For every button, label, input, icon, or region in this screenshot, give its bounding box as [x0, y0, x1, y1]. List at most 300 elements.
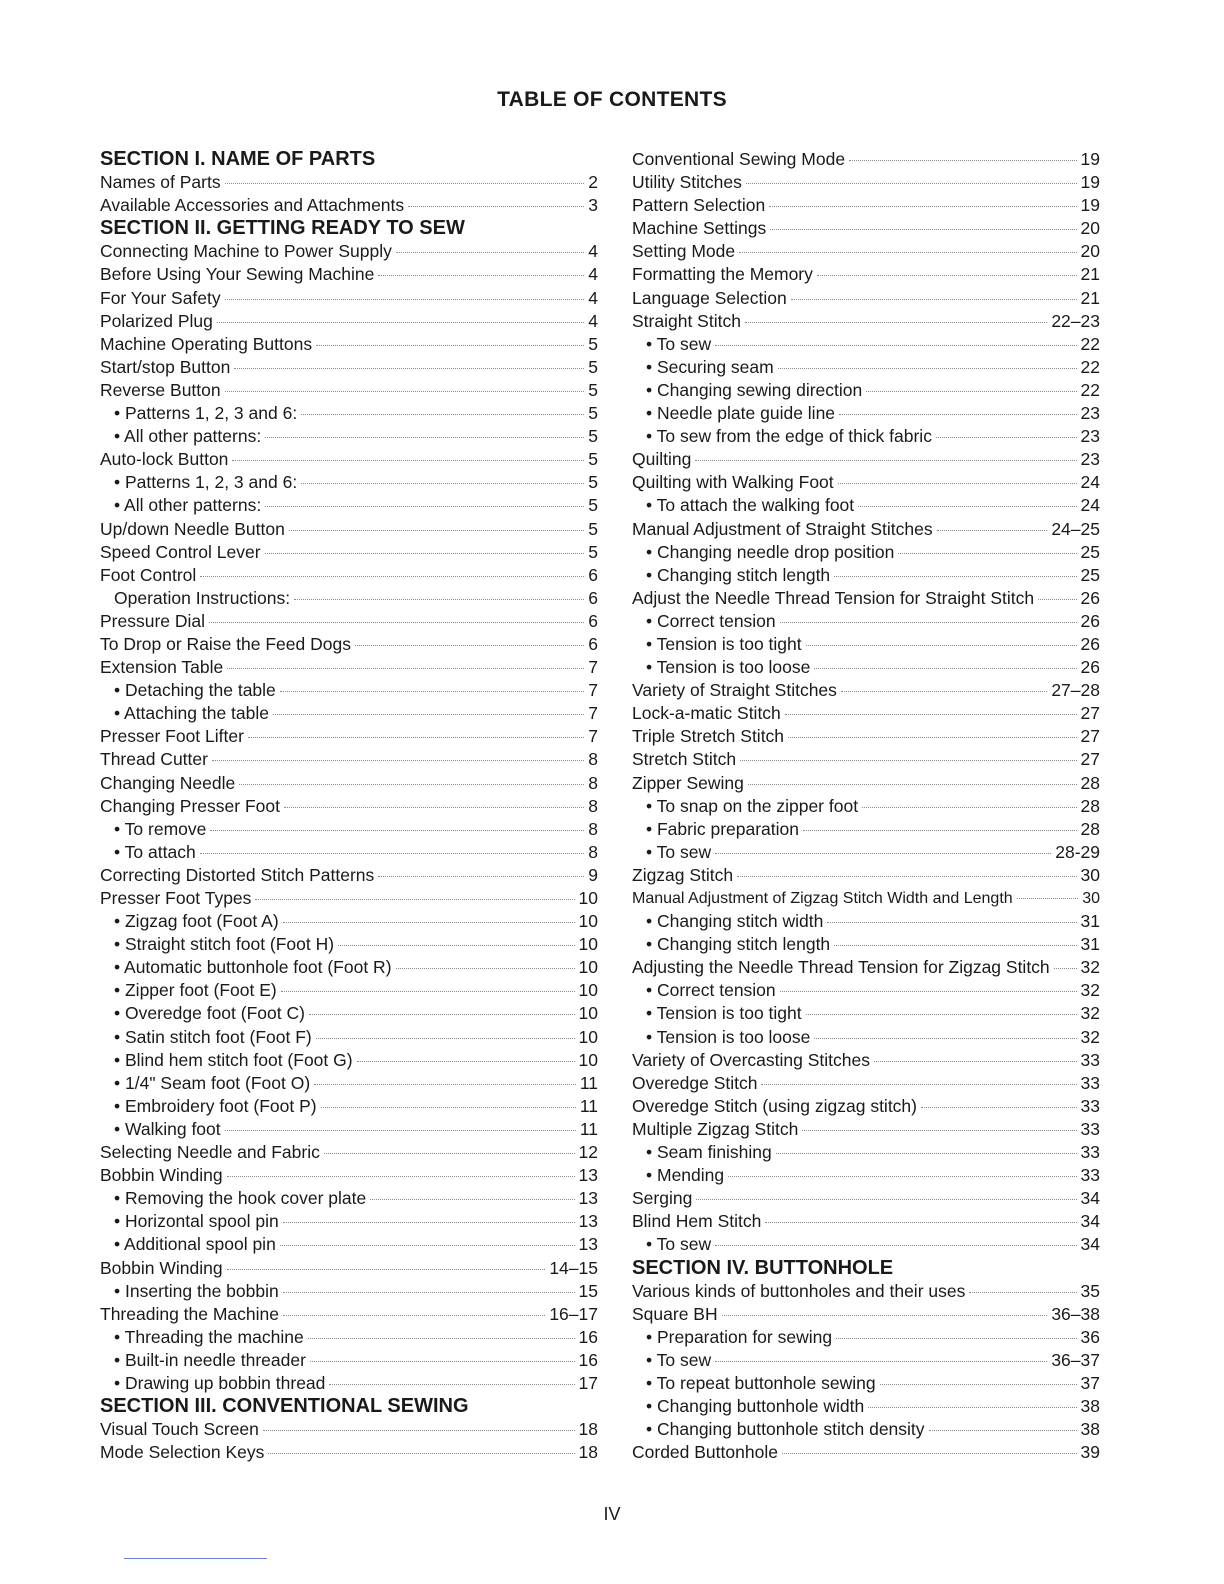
toc-entry-title: Pattern Selection	[632, 195, 766, 216]
toc-page-number: 26	[1080, 657, 1100, 678]
toc-right-column	[632, 148, 1100, 1464]
dot-leader	[232, 460, 584, 461]
dot-leader	[265, 437, 584, 438]
toc-entry	[632, 1187, 1100, 1210]
toc-page-number: 8	[588, 772, 598, 793]
dot-leader	[802, 1130, 1076, 1131]
toc-entry-title: • Changing stitch width	[646, 911, 824, 932]
section-heading	[632, 1257, 1100, 1280]
toc-entry-title: • To remove	[114, 818, 207, 839]
toc-subentry	[632, 1233, 1100, 1256]
toc-subentry	[632, 1418, 1100, 1441]
toc-entry-title: • Correct tension	[646, 980, 776, 1001]
dot-leader	[839, 414, 1076, 415]
toc-subentry	[100, 1372, 598, 1395]
toc-entry	[632, 1049, 1100, 1072]
toc-subentry	[632, 541, 1100, 564]
toc-entry-title: Blind Hem Stitch	[632, 1211, 762, 1232]
toc-entry-title: Speed Control Lever	[100, 541, 261, 562]
dot-leader	[408, 206, 584, 207]
toc-entry-title: • Inserting the bobbin	[114, 1280, 279, 1301]
dot-leader	[838, 483, 1077, 484]
toc-entry-title: Threading the Machine	[100, 1303, 279, 1324]
dot-leader	[769, 206, 1076, 207]
toc-entry-title: • Drawing up bobbin thread	[114, 1372, 326, 1393]
toc-subentry	[632, 379, 1100, 402]
dot-leader	[929, 1430, 1077, 1431]
toc-left-column	[100, 148, 598, 1464]
toc-page-number: 36	[1080, 1326, 1100, 1347]
toc-subentry	[100, 1187, 598, 1210]
toc-page-number: 10	[578, 1049, 598, 1070]
toc-page-number: 38	[1080, 1419, 1100, 1440]
toc-page-number: 32	[1080, 1003, 1100, 1024]
toc-entry-title: Square BH	[632, 1303, 718, 1324]
toc-page-number: 22	[1080, 356, 1100, 377]
dot-leader	[770, 229, 1076, 230]
toc-subentry	[632, 656, 1100, 679]
toc-entry	[632, 1280, 1100, 1303]
toc-subentry	[632, 818, 1100, 841]
toc-entry-title: • Automatic buttonhole foot (Foot R)	[114, 957, 392, 978]
toc-entry-title: • Attaching the table	[114, 703, 269, 724]
toc-entry	[100, 287, 598, 310]
toc-entry-title: • Embroidery foot (Foot P)	[114, 1095, 317, 1116]
toc-entry-title: • All other patterns:	[114, 495, 262, 516]
toc-page-number: 6	[588, 633, 598, 654]
toc-entry	[100, 171, 598, 194]
toc-entry-title: • Changing stitch length	[646, 564, 831, 585]
dot-leader	[806, 1014, 1077, 1015]
toc-entry	[632, 864, 1100, 887]
dot-leader	[748, 784, 1077, 785]
toc-page-number: 34	[1080, 1234, 1100, 1255]
dot-leader	[1038, 599, 1076, 600]
toc-page-number: 33	[1080, 1049, 1100, 1070]
dot-leader	[780, 991, 1077, 992]
toc-page-number: 6	[588, 610, 598, 631]
toc-entry	[100, 656, 598, 679]
toc-page-number: 33	[1080, 1095, 1100, 1116]
toc-entry-title: Corded Buttonhole	[632, 1442, 778, 1463]
dot-leader	[782, 1453, 1077, 1454]
toc-subentry	[632, 841, 1100, 864]
toc-entry	[100, 379, 598, 402]
toc-entry-title: • Additional spool pin	[114, 1234, 276, 1255]
toc-page-number: 27	[1080, 726, 1100, 747]
dot-leader	[761, 1084, 1076, 1085]
toc-page-number: 13	[578, 1211, 598, 1232]
toc-entry-title: Thread Cutter	[100, 749, 208, 770]
toc-page-number: 24–25	[1051, 518, 1100, 539]
toc-entry	[632, 887, 1100, 910]
dot-leader	[715, 345, 1076, 346]
toc-subentry	[632, 1372, 1100, 1395]
toc-entry-title: • Horizontal spool pin	[114, 1211, 279, 1232]
dot-leader	[283, 922, 575, 923]
toc-subentry	[100, 471, 598, 494]
toc-page-number: 28	[1080, 795, 1100, 816]
toc-entry-title: • Tension is too loose	[646, 1026, 811, 1047]
toc-subentry	[632, 910, 1100, 933]
dot-leader	[314, 1084, 576, 1085]
toc-entry-title: Machine Settings	[632, 218, 767, 239]
dot-leader	[396, 968, 575, 969]
dot-leader	[227, 1269, 546, 1270]
toc-entry-title: • Correct tension	[646, 610, 776, 631]
dot-leader	[1017, 898, 1079, 899]
toc-entry-title: Changing Presser Foot	[100, 795, 280, 816]
toc-page-number: 6	[588, 587, 598, 608]
toc-entry-title: Straight Stitch	[632, 310, 741, 331]
page-number: IV	[603, 1504, 621, 1524]
toc-entry	[100, 356, 598, 379]
toc-page-number: 28	[1080, 772, 1100, 793]
dot-leader	[814, 1038, 1076, 1039]
toc-entry	[100, 240, 598, 263]
toc-page-number: 23	[1080, 426, 1100, 447]
toc-page-number: 19	[1080, 195, 1100, 216]
dot-leader	[357, 1061, 575, 1062]
dot-leader	[310, 1361, 575, 1362]
toc-entry-title: Serging	[632, 1188, 693, 1209]
toc-page-number: 13	[578, 1188, 598, 1209]
dot-leader	[715, 1245, 1076, 1246]
toc-entry	[100, 795, 598, 818]
dot-leader	[210, 830, 584, 831]
toc-page-number: 13	[578, 1234, 598, 1255]
toc-entry	[632, 310, 1100, 333]
toc-page-number: 11	[579, 1118, 598, 1139]
dot-leader	[225, 391, 585, 392]
toc-page-number: 13	[578, 1165, 598, 1186]
dot-leader	[370, 1199, 574, 1200]
toc-subentry	[100, 679, 598, 702]
toc-entry	[100, 1164, 598, 1187]
toc-entry-title: Operation Instructions:	[114, 587, 291, 608]
toc-entry-title: Pressure Dial	[100, 610, 206, 631]
dot-leader	[301, 483, 584, 484]
toc-page-number: 5	[588, 449, 598, 470]
toc-subentry	[100, 1002, 598, 1025]
toc-subentry	[632, 1349, 1100, 1372]
toc-entry-title: Setting Mode	[632, 241, 736, 262]
dot-leader	[301, 414, 584, 415]
toc-entry-title: Bobbin Winding	[100, 1165, 223, 1186]
dot-leader	[791, 299, 1077, 300]
dot-leader	[834, 576, 1076, 577]
toc-entry	[100, 448, 598, 471]
toc-entry	[632, 217, 1100, 240]
toc-entry-title: • Detaching the table	[114, 680, 276, 701]
toc-page-number: 28-29	[1055, 841, 1100, 862]
toc-page-number: 5	[588, 495, 598, 516]
toc-entry-title: Adjust the Needle Thread Tension for Straight Stitch	[632, 587, 1035, 608]
toc-entry-title: Before Using Your Sewing Machine	[100, 264, 375, 285]
dot-leader	[776, 1153, 1077, 1154]
toc-entry	[632, 148, 1100, 171]
dot-leader	[722, 1315, 1048, 1316]
dot-leader	[225, 299, 585, 300]
toc-entry-title: Variety of Overcasting Stitches	[632, 1049, 870, 1070]
toc-subentry	[100, 818, 598, 841]
toc-entry	[632, 772, 1100, 795]
dot-leader	[814, 668, 1076, 669]
toc-entry	[100, 333, 598, 356]
toc-page-number: 20	[1080, 218, 1100, 239]
dot-leader	[841, 691, 1047, 692]
toc-entry-title: • To attach the walking foot	[646, 495, 855, 516]
toc-subentry	[100, 1026, 598, 1049]
toc-entry-title: Up/down Needle Button	[100, 518, 285, 539]
dot-leader	[874, 1061, 1077, 1062]
toc-entry-title: Correcting Distorted Stitch Patterns	[100, 864, 375, 885]
toc-page-number: 10	[578, 888, 598, 908]
toc-subentry	[632, 610, 1100, 633]
toc-entry-title: Conventional Sewing Mode	[632, 149, 846, 169]
dot-leader	[740, 760, 1076, 761]
toc-entry-title: Zigzag Stitch	[632, 864, 734, 885]
dot-leader	[785, 714, 1077, 715]
toc-subentry	[100, 587, 598, 610]
toc-entry-title: Lock-a-matic Stitch	[632, 703, 781, 724]
toc-subentry	[100, 910, 598, 933]
toc-entry-title: Variety of Straight Stitches	[632, 680, 837, 701]
dot-leader	[746, 183, 1077, 184]
dot-leader	[396, 252, 584, 253]
toc-entry	[632, 171, 1100, 194]
toc-entry-title: • Built-in needle threader	[114, 1349, 306, 1370]
toc-entry-title: • Needle plate guide line	[646, 403, 836, 424]
dot-leader	[355, 645, 584, 646]
toc-entry-title: Utility Stitches	[632, 172, 742, 193]
dot-leader	[225, 183, 585, 184]
dot-leader	[209, 622, 584, 623]
toc-page-number: 5	[588, 333, 598, 354]
toc-entry	[100, 633, 598, 656]
dot-leader	[866, 391, 1076, 392]
toc-entry-title: Names of Parts	[100, 172, 221, 193]
toc-entry-title: • To sew from the edge of thick fabric	[646, 426, 932, 447]
toc-page-number: 15	[578, 1280, 598, 1301]
toc-entry-title: • Threading the machine	[114, 1326, 304, 1347]
toc-entry-title: • Walking foot	[114, 1118, 221, 1139]
toc-entry-title: Various kinds of buttonholes and their uses	[632, 1280, 966, 1301]
toc-entry-title: Auto-lock Button	[100, 449, 229, 470]
section-heading	[100, 217, 598, 240]
toc-entry-title: • Changing stitch length	[646, 934, 831, 955]
dot-leader	[225, 1130, 576, 1131]
toc-page-number: 7	[588, 657, 598, 678]
dot-leader	[858, 506, 1076, 507]
toc-entry-title: Available Accessories and Attachments	[100, 195, 405, 216]
toc-subentry	[100, 702, 598, 725]
toc-page-number: 25	[1080, 541, 1100, 562]
toc-entry-title: Zipper Sewing	[632, 772, 744, 793]
toc-page-number: 10	[578, 980, 598, 1001]
toc-page-number: 4	[588, 264, 598, 285]
toc-page-number: 33	[1080, 1118, 1100, 1139]
dot-leader	[200, 853, 585, 854]
dot-leader	[227, 668, 584, 669]
toc-entry	[632, 1210, 1100, 1233]
toc-entry-title: • Mending	[646, 1165, 725, 1186]
dot-leader	[834, 945, 1076, 946]
toc-entry-title: • Tension is too loose	[646, 657, 811, 678]
toc-subentry	[100, 1280, 598, 1303]
toc-entry-title: • Straight stitch foot (Foot H)	[114, 934, 335, 955]
toc-page-number: 4	[588, 241, 598, 262]
toc-entry	[632, 287, 1100, 310]
toc-entry-title: Changing Needle	[100, 772, 236, 793]
toc-page-number: 34	[1080, 1188, 1100, 1209]
toc-page-number: 20	[1080, 241, 1100, 262]
toc-page-number: 16–17	[549, 1303, 598, 1324]
toc-entry	[100, 1418, 598, 1441]
toc-page-number: 17	[578, 1372, 598, 1393]
dot-leader	[827, 922, 1076, 923]
toc-subentry	[100, 979, 598, 1002]
toc-page-number: 3	[588, 195, 598, 216]
toc-entry-title: • Changing sewing direction	[646, 379, 863, 400]
toc-page-number: 32	[1080, 957, 1100, 978]
toc-entry-title: • To snap on the zipper foot	[646, 795, 859, 816]
dot-leader	[284, 807, 584, 808]
dot-leader	[280, 691, 584, 692]
toc-subentry	[632, 494, 1100, 517]
toc-page-number: 21	[1080, 264, 1100, 285]
toc-entry	[100, 194, 598, 217]
toc-page-number: 5	[588, 356, 598, 377]
toc-page-number: 5	[588, 379, 598, 400]
toc-entry	[632, 1072, 1100, 1095]
toc-entry-title: Manual Adjustment of Zigzag Stitch Width and Length	[632, 890, 1013, 907]
dot-leader	[880, 1384, 1077, 1385]
toc-entry-title: • Changing buttonhole width	[646, 1396, 865, 1417]
toc-page-number: 27–28	[1051, 680, 1100, 701]
toc-entry-title: Manual Adjustment of Straight Stitches	[632, 518, 933, 539]
dot-leader	[836, 1338, 1076, 1339]
toc-page-number: 38	[1080, 1396, 1100, 1417]
toc-entry-title: Triple Stretch Stitch	[632, 726, 785, 747]
toc-entry-title: • Tension is too tight	[646, 633, 802, 654]
toc-page-number: 16	[578, 1349, 598, 1370]
dot-leader	[255, 899, 574, 900]
toc-entry-title: Connecting Machine to Power Supply	[100, 241, 392, 262]
section-heading-text: SECTION III. CONVENTIONAL SEWING	[100, 1395, 469, 1418]
toc-entry-title: • Removing the hook cover plate	[114, 1188, 367, 1209]
toc-entry	[632, 1118, 1100, 1141]
toc-page-number: 14–15	[549, 1257, 598, 1278]
toc-entry	[100, 1257, 598, 1280]
toc-subentry	[632, 1141, 1100, 1164]
toc-page-number: 10	[578, 1026, 598, 1047]
toc-entry	[632, 587, 1100, 610]
toc-subentry	[100, 1049, 598, 1072]
toc-page-number: 28	[1080, 818, 1100, 839]
toc-entry-title: • Satin stitch foot (Foot F)	[114, 1026, 312, 1047]
toc-page-number: 26	[1080, 633, 1100, 654]
toc-entry-title: To Drop or Raise the Feed Dogs	[100, 633, 351, 654]
dot-leader	[265, 506, 584, 507]
dot-leader	[273, 714, 584, 715]
toc-subentry	[632, 1326, 1100, 1349]
toc-entry-title: • Zipper foot (Foot E)	[114, 980, 277, 1001]
toc-page-number: 16	[578, 1326, 598, 1347]
toc-entry	[100, 564, 598, 587]
toc-subentry	[100, 425, 598, 448]
dot-leader	[715, 853, 1051, 854]
toc-entry	[632, 956, 1100, 979]
toc-entry-title: Language Selection	[632, 287, 787, 308]
toc-subentry	[632, 425, 1100, 448]
dot-leader	[898, 553, 1076, 554]
toc-entry-title: Mode Selection Keys	[100, 1442, 265, 1463]
toc-subentry	[632, 356, 1100, 379]
toc-entry	[100, 263, 598, 286]
dot-leader	[715, 1361, 1047, 1362]
dot-leader	[849, 160, 1076, 161]
toc-page-number: 7	[588, 726, 598, 747]
toc-subentry	[632, 564, 1100, 587]
dot-leader	[728, 1176, 1076, 1177]
toc-entry-title: Adjusting the Needle Thread Tension for Zigzag Stitch	[632, 957, 1050, 978]
toc-page-number: 23	[1080, 449, 1100, 470]
dot-leader	[338, 945, 574, 946]
toc-entry-title: Presser Foot Types	[100, 888, 252, 908]
toc-subentry	[100, 1118, 598, 1141]
toc-entry-title: Machine Operating Buttons	[100, 333, 313, 354]
dot-leader	[234, 368, 584, 369]
toc-entry	[100, 610, 598, 633]
toc-page-number: 9	[588, 864, 598, 885]
toc-entry-title: Extension Table	[100, 657, 224, 678]
toc-subentry	[100, 956, 598, 979]
dot-leader	[378, 876, 584, 877]
toc-entry	[100, 310, 598, 333]
dot-leader	[329, 1384, 574, 1385]
toc-page-number: 32	[1080, 980, 1100, 1001]
dot-leader	[803, 830, 1077, 831]
toc-page-number: 22–23	[1051, 310, 1100, 331]
dot-leader	[265, 553, 585, 554]
dot-leader	[806, 645, 1077, 646]
toc-page-number: 27	[1080, 749, 1100, 770]
toc-entry	[100, 748, 598, 771]
toc-entry-title: • To sew	[646, 333, 712, 354]
toc-subentry	[100, 1233, 598, 1256]
toc-entry	[632, 263, 1100, 286]
toc-page-number: 5	[588, 541, 598, 562]
toc-subentry	[632, 333, 1100, 356]
toc-page-number: 5	[588, 472, 598, 493]
toc-page-number: 31	[1080, 934, 1100, 955]
toc-entry-title: Multiple Zigzag Stitch	[632, 1118, 799, 1139]
toc-page-number: 10	[578, 934, 598, 955]
toc-page-number: 8	[588, 818, 598, 839]
dot-leader	[217, 322, 584, 323]
toc-entry	[100, 518, 598, 541]
toc-page-number: 39	[1080, 1442, 1100, 1463]
toc-entry-title: Start/stop Button	[100, 356, 231, 377]
toc-entry	[632, 240, 1100, 263]
toc-subentry	[632, 1002, 1100, 1025]
toc-page-number: 11	[579, 1072, 598, 1093]
toc-page-number: 6	[588, 564, 598, 585]
toc-entry	[632, 194, 1100, 217]
dot-leader	[263, 1430, 575, 1431]
dot-leader	[316, 1038, 575, 1039]
